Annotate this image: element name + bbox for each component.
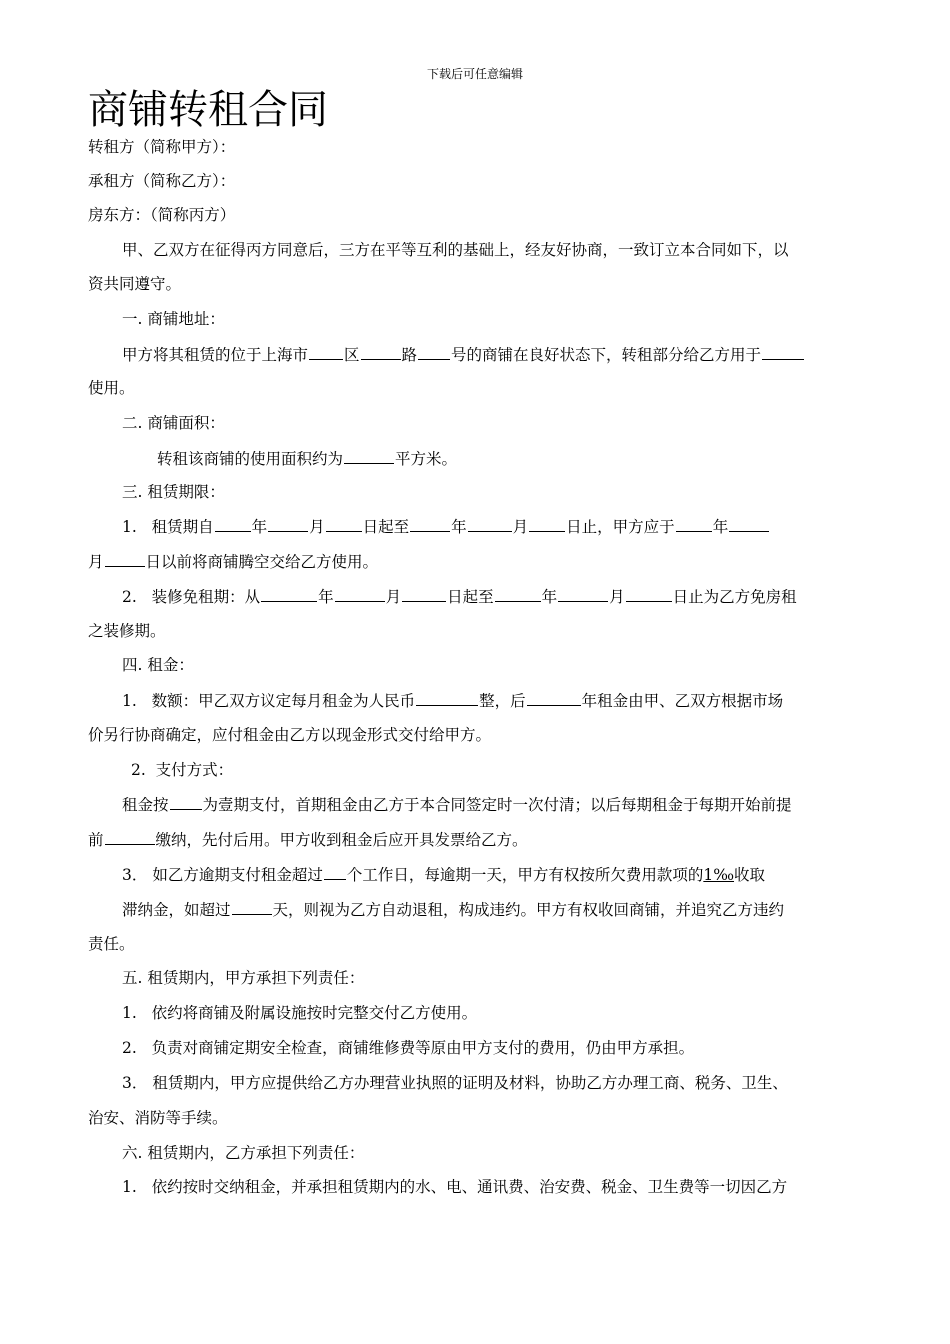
blank-monthly-rent[interactable] [416,688,478,706]
blank-overdue-days[interactable] [232,897,272,915]
blank-free-end-day[interactable] [626,584,672,602]
section-2-body: 转租该商铺的使用面积约为 平方米。 [157,446,457,470]
blank-rent-years[interactable] [527,688,581,706]
blank-free-start-month[interactable] [335,584,385,602]
section-4-clause-2-heading: 2. 支付方式： [131,761,234,779]
section-5-clause-3: 3． 租赁期内，甲方应提供给乙方办理营业执照的证明及材料，协助乙方办理工商、税务、卫生、 [122,1074,788,1092]
section-3-clause-1: 1. 租赁期自 年 月 日起至 年 月 日止，甲方应于 年 [122,514,770,538]
section-6-heading: 六. 租赁期内，乙方承担下列责任： [122,1144,365,1162]
section-6-clause-1: 1. 依约按时交纳租金，并承担租赁期内的水、电、通讯费、治安费、税金、卫生费等一切因乙方 [122,1178,788,1196]
section-4-clause-3-cont: 滞纳金，如超过 天，则视为乙方自动退租，构成违约。甲方有权收回商铺，并追究乙方违约 [122,897,784,921]
section-3-clause-2: 2. 装修免租期：从 年 月 日起至 年 月 日止为乙方免房租 [122,584,797,608]
blank-handover-month[interactable] [729,514,769,532]
section-4-clause-3-end: 责任。 [88,935,135,953]
blank-number[interactable] [418,342,450,360]
section-1-body-end: 使用。 [88,379,135,397]
section-5-heading: 五. 租赁期内，甲方承担下列责任： [122,969,365,987]
late-fee-rate: 1‰ [703,866,735,884]
section-3-heading: 三. 租赁期限： [122,483,225,501]
blank-start-day[interactable] [326,514,362,532]
section-4-clause-1-end: 价另行协商确定，应付租金由乙方以现金形式交付给甲方。 [88,726,492,744]
section-4-clause-2-body: 租金按 为壹期支付，首期租金由乙方于本合同签定时一次付清；以后每期租金于每期开始前提 [122,792,792,816]
blank-usage[interactable] [762,342,804,360]
section-5-clause-2: 2. 负责对商铺定期安全检查，商铺维修费等原由甲方支付的费用，仍由甲方承担。 [122,1039,695,1057]
section-5-clause-1: 1. 依约将商铺及附属设施按时完整交付乙方使用。 [122,1004,478,1022]
blank-start-month[interactable] [268,514,308,532]
blank-advance-days[interactable] [105,827,155,845]
blank-area[interactable] [344,446,394,464]
blank-payment-period[interactable] [170,792,202,810]
blank-road[interactable] [361,342,401,360]
section-5-clause-3-end: 治安、消防等手续。 [88,1109,228,1127]
blank-end-month[interactable] [468,514,512,532]
blank-handover-day[interactable] [105,549,145,567]
document-title: 商铺转租合同 [88,87,328,133]
section-3-clause-1-end: 月 日以前将商铺腾空交给乙方使用。 [88,549,378,573]
blank-district[interactable] [309,342,343,360]
party-c-line: 房东方：（简称丙方） [88,206,236,224]
section-4-clause-3: 3． 如乙方逾期支付租金超过 个工作日，每逾期一天，甲方有权按所欠费用款项的1‰收取 [122,862,765,886]
blank-free-end-year[interactable] [495,584,541,602]
blank-start-year[interactable] [215,514,251,532]
party-b-line: 承租方（简称乙方）： [88,172,236,190]
blank-handover-year[interactable] [676,514,712,532]
blank-end-day[interactable] [529,514,565,532]
page-header-note: 下载后可任意编辑 [426,67,523,81]
section-2-heading: 二. 商铺面积： [122,414,225,432]
blank-free-start-year[interactable] [261,584,317,602]
intro-line-2: 资共同遵守。 [88,275,182,293]
section-4-heading: 四. 租金： [122,656,194,674]
section-4-clause-2-end: 前 缴纳，先付后用。甲方收到租金后应开具发票给乙方。 [88,827,528,851]
intro-line-1: 甲、乙双方在征得丙方同意后，三方在平等互利的基础上，经友好协商，一致订立本合同如下，以 [122,241,789,259]
section-1-body: 甲方将其租赁的位于上海市 区 路 号的商铺在良好状态下，转租部分给乙方用于 [122,342,805,366]
section-4-clause-1: 1. 数额：甲乙双方议定每月租金为人民币 整，后 年租金由甲、乙双方根据市场 [122,688,783,712]
blank-overdue-workdays[interactable] [324,862,346,880]
blank-end-year[interactable] [410,514,450,532]
section-3-clause-2-end: 之装修期。 [88,622,166,640]
blank-free-end-month[interactable] [558,584,608,602]
party-a-line: 转租方（简称甲方）： [88,138,236,156]
blank-free-start-day[interactable] [402,584,446,602]
section-1-heading: 一. 商铺地址： [122,310,225,328]
